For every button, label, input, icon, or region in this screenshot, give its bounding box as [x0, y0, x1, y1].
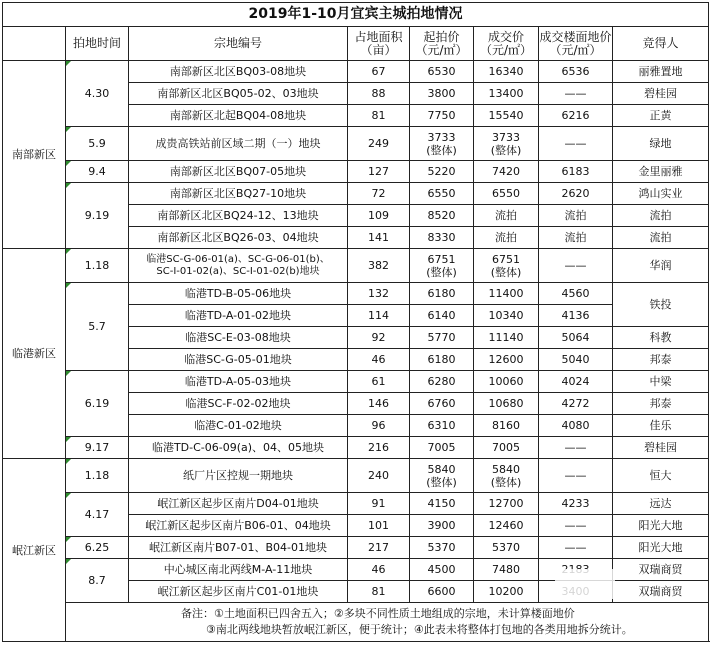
deal-price-cell	[474, 127, 539, 161]
area-cell: 96	[348, 415, 410, 437]
area-cell: 101	[348, 515, 410, 537]
deal-price-cell: 15540	[474, 105, 539, 127]
land-code: 南部新区北起BQ04-08地块	[129, 105, 348, 127]
header-area: 占地面积（亩）	[348, 27, 410, 61]
start-price-cell: 8520	[410, 205, 474, 227]
floor-price-cell: 2620	[539, 183, 613, 205]
area-cell: 240	[348, 459, 410, 493]
header-start-price: 起拍价（元/㎡）	[410, 27, 474, 61]
deal-price-cell: 12700	[474, 493, 539, 515]
land-code: 成贵高铁站前区域二期（一）地块	[129, 127, 348, 161]
deal-price-note: (整体)	[490, 143, 522, 157]
table-title: 2019年1-10月宜宾主城拍地情况	[3, 3, 709, 27]
land-code: 临港TD-B-05-06地块	[129, 283, 348, 305]
table-row	[3, 183, 709, 205]
date-cell: 4.30	[66, 61, 129, 127]
land-code: 临港TD-A-05-03地块	[129, 371, 348, 393]
winner-cell: 阳光大地	[613, 537, 709, 559]
start-price-note: (整体)	[426, 265, 457, 279]
deal-price-cell: 7480	[474, 559, 539, 581]
land-code	[129, 249, 348, 283]
start-price-cell: 5770	[410, 327, 474, 349]
floor-price-cell: 5040	[539, 349, 613, 371]
floor-price-cell: 5064	[539, 327, 613, 349]
deal-price-cell: 16340	[474, 61, 539, 83]
winner-cell: 双瑞商贸	[613, 559, 709, 581]
date-cell: 5.9	[66, 127, 129, 161]
area-cell: 382	[348, 249, 410, 283]
start-price-cell: 7005	[410, 437, 474, 459]
start-price-cell: 6280	[410, 371, 474, 393]
floor-price-cell: 4272	[539, 393, 613, 415]
area-cell: 81	[348, 581, 410, 603]
date-cell: 6.19	[66, 371, 129, 437]
land-code: 临港SC-F-02-02地块	[129, 393, 348, 415]
land-code: 岷江新区起步区南片C01-01地块	[129, 581, 348, 603]
header-winner: 竞得人	[613, 27, 709, 61]
deal-price-cell: 10680	[474, 393, 539, 415]
floor-price-cell: 6183	[539, 161, 613, 183]
winner-cell: 双瑞商贸	[613, 581, 709, 603]
winner-cell: 中梁	[613, 371, 709, 393]
winner-cell: 正黄	[613, 105, 709, 127]
start-price-cell: 5220	[410, 161, 474, 183]
land-code: 岷江新区起步区南片B06-01、04地块	[129, 515, 348, 537]
land-code: 临港SC-G-05-01地块	[129, 349, 348, 371]
region-minjiang: 岷江新区	[3, 459, 66, 642]
winner-cell: 金里丽雅	[613, 161, 709, 183]
land-code: 临港TD-C-06-09(a)、04、05地块	[129, 437, 348, 459]
area-cell: 88	[348, 83, 410, 105]
area-cell: 46	[348, 349, 410, 371]
floor-price-cell: 流拍	[539, 227, 613, 249]
area-cell: 141	[348, 227, 410, 249]
floor-price-cell: ——	[539, 537, 613, 559]
area-cell: 72	[348, 183, 410, 205]
start-price-cell: 3800	[410, 83, 474, 105]
area-cell: 249	[348, 127, 410, 161]
table-row	[3, 161, 709, 183]
footnote-row	[3, 603, 709, 642]
header-row	[3, 27, 709, 61]
area-cell: 216	[348, 437, 410, 459]
area-cell: 67	[348, 61, 410, 83]
winner-cell: 流拍	[613, 227, 709, 249]
floor-price-cell: 4080	[539, 415, 613, 437]
region-lingang: 临港新区	[3, 249, 66, 459]
date-cell: 1.18	[66, 249, 129, 283]
deal-price-cell: 8160	[474, 415, 539, 437]
date-cell: 6.25	[66, 537, 129, 559]
start-price-cell: 8330	[410, 227, 474, 249]
area-cell: 61	[348, 371, 410, 393]
land-code: 南部新区北区BQ03-08地块	[129, 61, 348, 83]
land-auction-table-sheet	[2, 2, 708, 648]
date-cell: 1.18	[66, 459, 129, 493]
area-cell: 132	[348, 283, 410, 305]
area-cell: 146	[348, 393, 410, 415]
deal-price-note: (整体)	[490, 475, 522, 489]
land-code-line2: SC-I-01-02(a)、SC-I-01-02(b)地块	[156, 265, 320, 277]
start-price-cell: 4500	[410, 559, 474, 581]
table-row	[3, 249, 709, 283]
deal-price-cell: 11400	[474, 283, 539, 305]
start-price-cell: 5370	[410, 537, 474, 559]
deal-price-cell	[474, 249, 539, 283]
land-code-line1: 临港SC-G-06-01(a)、SC-G-06-01(b)、	[146, 253, 330, 265]
floor-price-cell: ——	[539, 249, 613, 283]
winner-cell: 碧桂园	[613, 437, 709, 459]
header-region-blank	[3, 27, 66, 61]
date-cell: 5.7	[66, 283, 129, 371]
deal-price-value: 6751	[492, 252, 520, 266]
start-price-cell: 6760	[410, 393, 474, 415]
deal-price-cell: 6550	[474, 183, 539, 205]
start-price-cell: 6530	[410, 61, 474, 83]
deal-price-cell: 流拍	[474, 205, 539, 227]
start-price-value: 3733	[427, 130, 456, 144]
date-cell: 4.17	[66, 493, 129, 537]
start-price-cell: 6180	[410, 349, 474, 371]
winner-cell: 佳乐	[613, 415, 709, 437]
winner-cell: 铁投	[613, 283, 709, 327]
date-cell: 9.4	[66, 161, 129, 183]
land-code: 临港SC-E-03-08地块	[129, 327, 348, 349]
start-price-cell: 6310	[410, 415, 474, 437]
header-deal-price: 成交价（元/㎡）	[474, 27, 539, 61]
start-price-cell: 6180	[410, 283, 474, 305]
winner-cell: 流拍	[613, 205, 709, 227]
deal-price-cell: 7420	[474, 161, 539, 183]
winner-cell: 丽雅置地	[613, 61, 709, 83]
title-row	[3, 3, 709, 27]
table-row	[3, 371, 709, 393]
table-row	[3, 493, 709, 515]
footnote-label: 备注：	[181, 607, 214, 620]
land-code: 南部新区北区BQ27-10地块	[129, 183, 348, 205]
area-cell: 81	[348, 105, 410, 127]
deal-price-cell: 7005	[474, 437, 539, 459]
start-price-cell	[410, 127, 474, 161]
deal-price-value: 5840	[492, 462, 520, 476]
deal-price-cell: 10200	[474, 581, 539, 603]
footnote-line-1	[66, 606, 708, 622]
start-price-cell	[410, 249, 474, 283]
deal-price-cell: 流拍	[474, 227, 539, 249]
start-price-value: 6751	[427, 252, 456, 266]
land-code: 岷江新区起步区南片D04-01地块	[129, 493, 348, 515]
start-price-cell: 6550	[410, 183, 474, 205]
start-price-cell: 3900	[410, 515, 474, 537]
land-code: 南部新区北区BQ26-03、04地块	[129, 227, 348, 249]
land-code: 临港TD-A-01-02地块	[129, 305, 348, 327]
winner-cell: 绿地	[613, 127, 709, 161]
date-cell: 8.7	[66, 559, 129, 603]
deal-price-value: 3733	[492, 130, 520, 144]
floor-price-cell: 4560	[539, 283, 613, 305]
floor-price-cell: 6536	[539, 61, 613, 83]
area-cell: 92	[348, 327, 410, 349]
start-price-note: (整体)	[426, 143, 457, 157]
deal-price-cell: 5370	[474, 537, 539, 559]
land-code: 南部新区北区BQ05-02、03地块	[129, 83, 348, 105]
deal-price-cell: 11140	[474, 327, 539, 349]
deal-price-cell: 10340	[474, 305, 539, 327]
winner-cell: 邦泰	[613, 393, 709, 415]
footnote	[66, 603, 709, 642]
winner-cell: 恒大	[613, 459, 709, 493]
deal-price-note: (整体)	[490, 265, 522, 279]
winner-cell: 鸿山实业	[613, 183, 709, 205]
land-code: 岷江新区南片B07-01、B04-01地块	[129, 537, 348, 559]
land-code: 南部新区北区BQ24-12、13地块	[129, 205, 348, 227]
start-price-note: (整体)	[426, 475, 457, 489]
deal-price-cell: 13400	[474, 83, 539, 105]
area-cell: 114	[348, 305, 410, 327]
date-cell: 9.17	[66, 437, 129, 459]
table-row	[3, 127, 709, 161]
header-date: 拍地时间	[66, 27, 129, 61]
footnote-line-2: ③南北两线地块暂放岷江新区，便于统计；④此表未将整体打包地的各类用地拆分统计。	[206, 623, 633, 636]
floor-price-cell: 4233	[539, 493, 613, 515]
table-row	[3, 283, 709, 305]
table-row	[3, 537, 709, 559]
winner-cell: 邦泰	[613, 349, 709, 371]
footnote-text-1: ①土地面积已四舍五入；②多块不同性质土地组成的宗地，未计算楼面地价	[214, 607, 575, 620]
table-row	[3, 61, 709, 83]
region-nanbu: 南部新区	[3, 61, 66, 249]
watermark-overlay	[555, 569, 615, 599]
floor-price-cell: 6216	[539, 105, 613, 127]
start-price-cell: 6600	[410, 581, 474, 603]
date-cell: 9.19	[66, 183, 129, 249]
land-code: 南部新区北区BQ07-05地块	[129, 161, 348, 183]
land-code: 中心城区南北两线M-A-11地块	[129, 559, 348, 581]
floor-price-cell: 4136	[539, 305, 613, 327]
land-code: 临港C-01-02地块	[129, 415, 348, 437]
floor-price-cell: ——	[539, 437, 613, 459]
winner-cell: 碧桂园	[613, 83, 709, 105]
winner-cell: 阳光大地	[613, 515, 709, 537]
floor-price-cell: ——	[539, 127, 613, 161]
deal-price-cell: 12600	[474, 349, 539, 371]
area-cell: 127	[348, 161, 410, 183]
floor-price-cell: ——	[539, 459, 613, 493]
area-cell: 46	[348, 559, 410, 581]
winner-cell: 华润	[613, 249, 709, 283]
header-floor-price: 成交楼面地价（元/㎡）	[539, 27, 613, 61]
deal-price-cell: 10060	[474, 371, 539, 393]
area-cell: 91	[348, 493, 410, 515]
floor-price-cell: ——	[539, 515, 613, 537]
table-row	[3, 459, 709, 493]
land-code: 纸厂片区控规一期地块	[129, 459, 348, 493]
start-price-value: 5840	[427, 462, 456, 476]
start-price-cell: 6140	[410, 305, 474, 327]
start-price-cell: 4150	[410, 493, 474, 515]
land-auction-table	[2, 2, 709, 642]
floor-price-cell: ——	[539, 83, 613, 105]
deal-price-cell	[474, 459, 539, 493]
floor-price-cell: 流拍	[539, 205, 613, 227]
winner-cell: 科教	[613, 327, 709, 349]
winner-cell: 远达	[613, 493, 709, 515]
header-code: 宗地编号	[129, 27, 348, 61]
area-cell: 109	[348, 205, 410, 227]
start-price-cell: 7750	[410, 105, 474, 127]
floor-price-cell: 4024	[539, 371, 613, 393]
area-cell: 217	[348, 537, 410, 559]
deal-price-cell: 12460	[474, 515, 539, 537]
start-price-cell	[410, 459, 474, 493]
table-row	[3, 437, 709, 459]
